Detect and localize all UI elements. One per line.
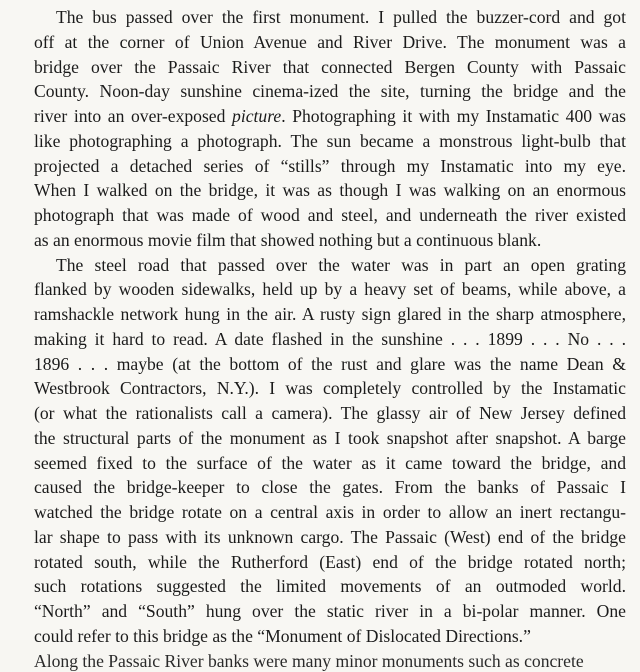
line-5-start-text: river into an over-exposed [34, 106, 233, 126]
paragraph-2-line-4: making it hard to read. A date flashed in the sunshine . . . 1899 . . . No . . . [34, 328, 626, 349]
paragraph-2-line-10: caused the bridge-keeper to close the gates. From the banks of Passaic I [34, 477, 626, 498]
paragraph-1-line-6: like photographing a photograph. The sun became a monstrous light-bulb that [34, 130, 626, 151]
paragraph-2-line-7: (or what the rationalists call a camera). The glassy air of New Jersey defined [34, 403, 626, 423]
paragraph-2-line-2: flanked by wooden sidewalks, held up by a heavy set of beams, while above, a [34, 279, 626, 300]
paragraph-2-line-3: ramshackle network hung in the air. A rusty sign glared in the sharp atmosphere, [34, 304, 626, 324]
paragraph-2-line-1: The steel road that passed over the water was in part an open grating [56, 254, 626, 275]
line-5-end-text: . Photographing it with my Instamatic 400 was [281, 106, 627, 126]
paragraph-2-line-11: watched the bridge rotate on a central axis in order to allow an inert rectangu- [34, 502, 626, 522]
paragraph-2-line-15: “North” and “South” hung over the static river in a bi-polar manner. One [34, 601, 626, 621]
italic-word-picture: picture [232, 106, 282, 126]
paragraph-1-line-10: as an enormous movie film that showed nothing but a continuous blank. [34, 229, 542, 250]
paragraph-1-line-9: photograph that was made of wood and steel, and underneath the river existed [34, 205, 626, 225]
paragraph-2-line-12: lar shape to pass with its unknown cargo. The Passaic (West) end of the bridge [34, 526, 626, 547]
paragraph-1-line-5 [34, 105, 626, 127]
paragraph-2-line-9: seemed fixed to the surface of the water as it came toward the bridge, and [34, 452, 626, 473]
paragraph-2-line-14: such rotations suggested the limited movements of an outmoded world. [34, 576, 626, 597]
paragraph-1-line-8: When I walked on the bridge, it was as though I was walking on an enormous [34, 180, 626, 201]
paragraph-2-line-8: the structural parts of the monument as I took snapshot after snapshot. A barge [34, 427, 626, 448]
paragraph-1-line-2: off at the corner of Union Avenue and River Drive. The monument was a [34, 31, 626, 52]
paragraph-1-line-3: bridge over the Passaic River that connected Bergen County with Passaic [34, 56, 626, 77]
paragraph-2-line-16: could refer to this bridge as the “Monument of Dislocated Directions.” [34, 625, 531, 646]
cut-off-line: Along the Passaic River banks were many minor monuments such as concrete [34, 650, 584, 671]
paragraph-1-line-7: projected a detached series of “stills” through my Instamatic into my eye. [34, 155, 626, 176]
paragraph-2-line-5: 1896 . . . maybe (at the bottom of the rust and glare was the name Dean & [34, 353, 626, 374]
paragraph-2-line-13: rotated south, while the Rutherford (East) end of the bridge rotated north; [34, 551, 626, 572]
paragraph-1-line-1: The bus passed over the first monument. I pulled the buzzer-cord and got [56, 7, 626, 27]
paragraph-1-line-4: County. Noon-day sunshine cinema-ized the site, turning the bridge and the [34, 81, 626, 102]
paragraph-2-line-6: Westbrook Contractors, N.Y.). I was completely controlled by the Instamatic [34, 378, 626, 399]
